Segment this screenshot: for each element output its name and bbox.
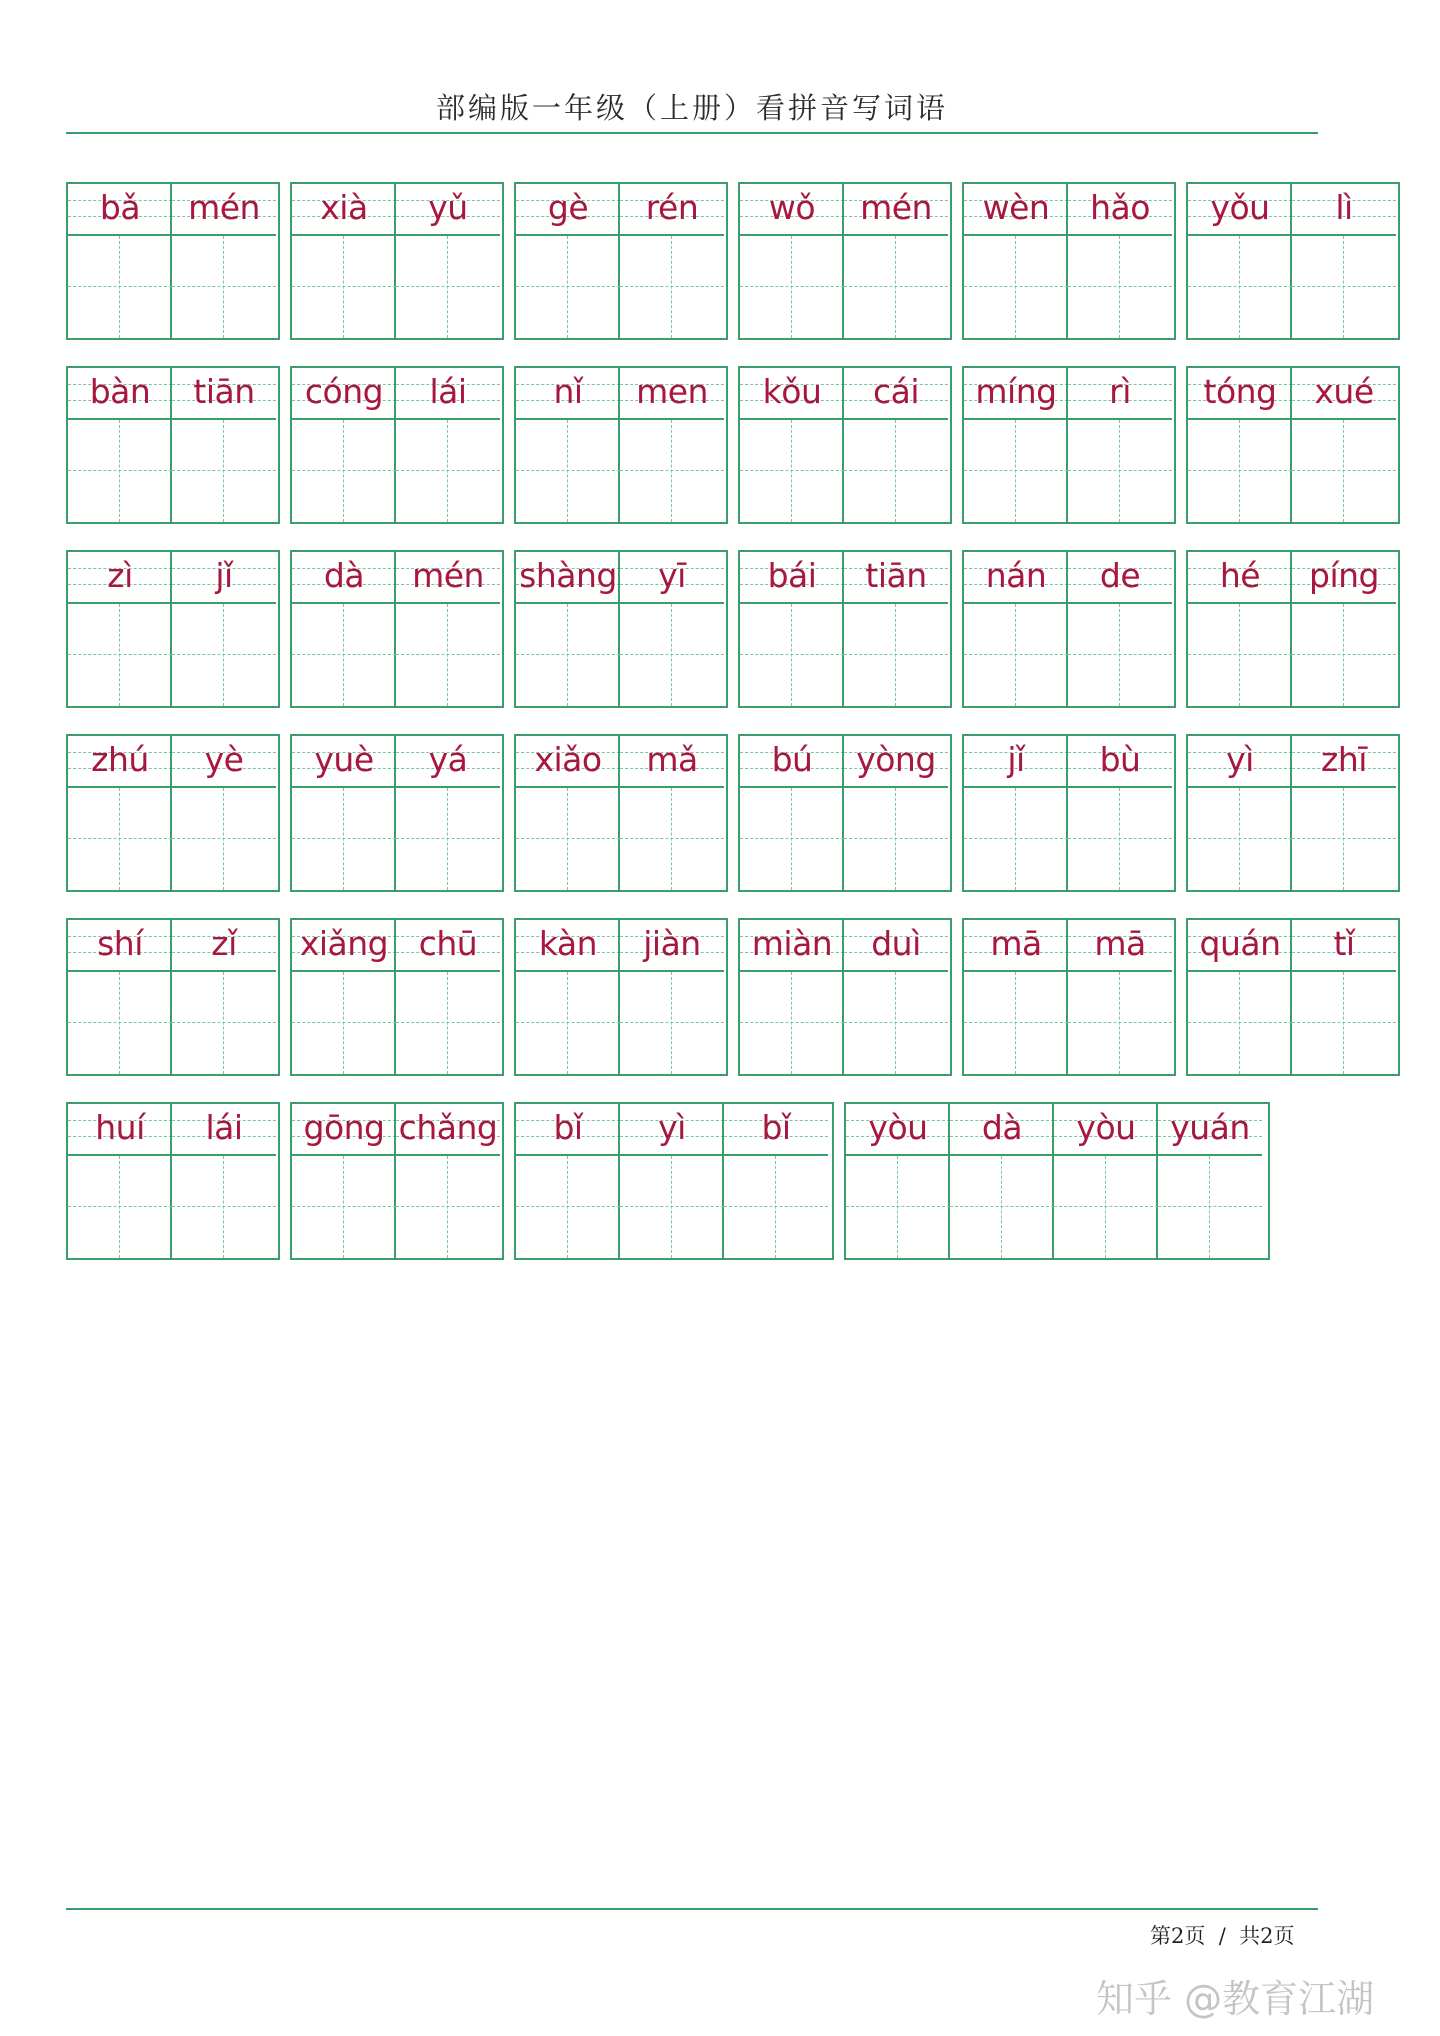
pinyin-label: bǎ: [68, 184, 172, 236]
writing-square[interactable]: [172, 604, 276, 706]
pinyin-label: wèn: [964, 184, 1068, 236]
character-cell: [1188, 368, 1292, 522]
character-cell: [396, 1104, 500, 1258]
pinyin-label: yá: [396, 736, 500, 788]
pinyin-label: chǎng: [396, 1104, 500, 1156]
character-cell: [620, 368, 724, 522]
word-box: [66, 1102, 280, 1260]
page-indicator: 第2页 / 共2页: [1150, 1924, 1295, 1948]
character-cell: [964, 736, 1068, 890]
character-cell: [68, 184, 172, 338]
writing-square[interactable]: [1068, 788, 1172, 890]
pinyin-label: wǒ: [740, 184, 844, 236]
word-box: [962, 182, 1176, 340]
character-cell: [292, 736, 396, 890]
pinyin-label: bǐ: [724, 1104, 828, 1156]
writing-square[interactable]: [740, 236, 844, 338]
character-cell: [516, 736, 620, 890]
pinyin-label: yì: [1188, 736, 1292, 788]
pinyin-label: rén: [620, 184, 724, 236]
watermark: 知乎 @教育江湖: [1096, 1977, 1375, 2021]
word-box: [962, 918, 1176, 1076]
writing-square[interactable]: [292, 420, 396, 522]
pinyin-label: yuè: [292, 736, 396, 788]
character-cell: [620, 736, 724, 890]
pinyin-label: xià: [292, 184, 396, 236]
character-cell: [1188, 920, 1292, 1074]
writing-square[interactable]: [396, 236, 500, 338]
character-cell: [68, 552, 172, 706]
pinyin-label: jǐ: [964, 736, 1068, 788]
pinyin-label: píng: [1292, 552, 1396, 604]
character-cell: [964, 920, 1068, 1074]
pinyin-label: de: [1068, 552, 1172, 604]
writing-square[interactable]: [1292, 604, 1396, 706]
pinyin-label: yǔ: [396, 184, 500, 236]
character-cell: [68, 1104, 172, 1258]
word-box: [290, 366, 504, 524]
character-cell: [740, 920, 844, 1074]
character-cell: [396, 920, 500, 1074]
writing-square[interactable]: [740, 604, 844, 706]
character-cell: [68, 736, 172, 890]
character-cell: [1158, 1104, 1262, 1258]
pinyin-label: hǎo: [1068, 184, 1172, 236]
character-cell: [1068, 552, 1172, 706]
pinyin-label: yuán: [1158, 1104, 1262, 1156]
word-box: [290, 734, 504, 892]
writing-square[interactable]: [396, 788, 500, 890]
character-cell: [844, 736, 948, 890]
character-cell: [172, 368, 276, 522]
word-box: [962, 734, 1176, 892]
character-cell: [620, 920, 724, 1074]
word-box: [66, 918, 280, 1076]
character-cell: [1292, 552, 1396, 706]
character-cell: [620, 552, 724, 706]
writing-square[interactable]: [292, 1156, 396, 1258]
writing-square[interactable]: [620, 604, 724, 706]
word-box: [514, 366, 728, 524]
writing-square[interactable]: [740, 788, 844, 890]
pinyin-label: zì: [68, 552, 172, 604]
pinyin-label: bàn: [68, 368, 172, 420]
pinyin-label: shí: [68, 920, 172, 972]
writing-square[interactable]: [516, 420, 620, 522]
writing-square[interactable]: [172, 972, 276, 1074]
word-box: [514, 1102, 834, 1260]
character-cell: [964, 552, 1068, 706]
word-box: [1186, 918, 1400, 1076]
pinyin-label: bái: [740, 552, 844, 604]
pinyin-label: cóng: [292, 368, 396, 420]
writing-square[interactable]: [396, 604, 500, 706]
writing-square[interactable]: [844, 236, 948, 338]
writing-square[interactable]: [1068, 972, 1172, 1074]
writing-square[interactable]: [964, 788, 1068, 890]
character-cell: [396, 552, 500, 706]
word-box: [738, 366, 952, 524]
writing-square[interactable]: [68, 420, 172, 522]
writing-square[interactable]: [620, 236, 724, 338]
pinyin-label: mā: [964, 920, 1068, 972]
writing-square[interactable]: [1054, 1156, 1158, 1258]
character-cell: [844, 368, 948, 522]
word-box: [514, 918, 728, 1076]
pinyin-label: dà: [950, 1104, 1054, 1156]
writing-square[interactable]: [740, 972, 844, 1074]
character-cell: [516, 552, 620, 706]
writing-square[interactable]: [68, 972, 172, 1074]
pinyin-label: míng: [964, 368, 1068, 420]
character-cell: [292, 920, 396, 1074]
character-cell: [516, 368, 620, 522]
writing-square[interactable]: [1188, 236, 1292, 338]
pinyin-label: yòu: [846, 1104, 950, 1156]
writing-square[interactable]: [1188, 788, 1292, 890]
pinyin-label: yòu: [1054, 1104, 1158, 1156]
pinyin-label: hé: [1188, 552, 1292, 604]
pinyin-label: chū: [396, 920, 500, 972]
pinyin-label: tǐ: [1292, 920, 1396, 972]
writing-square[interactable]: [1188, 972, 1292, 1074]
word-box: [290, 182, 504, 340]
character-cell: [846, 1104, 950, 1258]
pinyin-label: rì: [1068, 368, 1172, 420]
character-cell: [516, 920, 620, 1074]
pinyin-label: lái: [172, 1104, 276, 1156]
character-cell: [516, 184, 620, 338]
writing-square[interactable]: [1188, 420, 1292, 522]
character-cell: [172, 184, 276, 338]
pinyin-label: xué: [1292, 368, 1396, 420]
word-box: [1186, 734, 1400, 892]
writing-square[interactable]: [396, 1156, 500, 1258]
character-cell: [844, 184, 948, 338]
character-cell: [1292, 920, 1396, 1074]
character-cell: [1292, 736, 1396, 890]
writing-square[interactable]: [172, 1156, 276, 1258]
writing-square[interactable]: [516, 236, 620, 338]
writing-square[interactable]: [620, 788, 724, 890]
pinyin-label: tiān: [172, 368, 276, 420]
pinyin-label: bù: [1068, 736, 1172, 788]
pinyin-label: tiān: [844, 552, 948, 604]
character-cell: [724, 1104, 828, 1258]
pinyin-label: huí: [68, 1104, 172, 1156]
writing-square[interactable]: [68, 1156, 172, 1258]
character-cell: [1188, 552, 1292, 706]
character-cell: [172, 920, 276, 1074]
word-box: [1186, 366, 1400, 524]
writing-square[interactable]: [1068, 420, 1172, 522]
pinyin-label: shàng: [516, 552, 620, 604]
character-cell: [1054, 1104, 1158, 1258]
pinyin-label: dà: [292, 552, 396, 604]
word-box: [290, 1102, 504, 1260]
pinyin-label: nǐ: [516, 368, 620, 420]
character-cell: [950, 1104, 1054, 1258]
writing-square[interactable]: [292, 788, 396, 890]
writing-square[interactable]: [620, 972, 724, 1074]
word-box: [1186, 550, 1400, 708]
character-cell: [172, 1104, 276, 1258]
character-cell: [1188, 736, 1292, 890]
character-cell: [1068, 368, 1172, 522]
character-cell: [1068, 736, 1172, 890]
word-box: [738, 182, 952, 340]
character-cell: [1188, 184, 1292, 338]
writing-square[interactable]: [172, 788, 276, 890]
word-box: [514, 550, 728, 708]
writing-square[interactable]: [950, 1156, 1054, 1258]
character-cell: [396, 736, 500, 890]
word-box: [290, 918, 504, 1076]
writing-square[interactable]: [844, 788, 948, 890]
pinyin-label: kàn: [516, 920, 620, 972]
pinyin-label: yòng: [844, 736, 948, 788]
character-cell: [172, 552, 276, 706]
writing-square[interactable]: [1068, 604, 1172, 706]
character-cell: [516, 1104, 620, 1258]
page-title: 部编版一年级（上册）看拼音写词语: [435, 91, 948, 125]
writing-square[interactable]: [68, 236, 172, 338]
writing-square[interactable]: [68, 604, 172, 706]
character-cell: [292, 1104, 396, 1258]
character-cell: [1068, 920, 1172, 1074]
word-box: [1186, 182, 1400, 340]
pinyin-label: lái: [396, 368, 500, 420]
writing-square[interactable]: [292, 236, 396, 338]
pinyin-label: mén: [172, 184, 276, 236]
pinyin-label: mǎ: [620, 736, 724, 788]
writing-square[interactable]: [846, 1156, 950, 1258]
character-cell: [620, 1104, 724, 1258]
pinyin-label: cái: [844, 368, 948, 420]
pinyin-label: yǒu: [1188, 184, 1292, 236]
character-cell: [740, 184, 844, 338]
writing-square[interactable]: [396, 972, 500, 1074]
word-box: [514, 182, 728, 340]
pinyin-label: quán: [1188, 920, 1292, 972]
writing-square[interactable]: [844, 420, 948, 522]
character-cell: [740, 552, 844, 706]
pinyin-label: yè: [172, 736, 276, 788]
pinyin-label: gōng: [292, 1104, 396, 1156]
pinyin-label: yì: [620, 1104, 724, 1156]
character-cell: [292, 368, 396, 522]
pinyin-label: zhú: [68, 736, 172, 788]
word-box: [962, 550, 1176, 708]
pinyin-label: kǒu: [740, 368, 844, 420]
word-box: [738, 550, 952, 708]
footer-rule: [66, 1908, 1318, 1910]
character-cell: [740, 368, 844, 522]
word-box: [738, 918, 952, 1076]
writing-square[interactable]: [1292, 236, 1396, 338]
character-cell: [844, 552, 948, 706]
word-box: [738, 734, 952, 892]
character-cell: [1292, 184, 1396, 338]
writing-square[interactable]: [740, 420, 844, 522]
pinyin-label: tóng: [1188, 368, 1292, 420]
writing-square[interactable]: [516, 1156, 620, 1258]
writing-square[interactable]: [172, 236, 276, 338]
pinyin-label: bǐ: [516, 1104, 620, 1156]
word-box: [66, 182, 280, 340]
pinyin-label: zhī: [1292, 736, 1396, 788]
pinyin-label: bú: [740, 736, 844, 788]
pinyin-label: gè: [516, 184, 620, 236]
character-cell: [1292, 368, 1396, 522]
writing-square[interactable]: [516, 972, 620, 1074]
writing-square[interactable]: [964, 420, 1068, 522]
writing-square[interactable]: [724, 1156, 828, 1258]
writing-square[interactable]: [964, 236, 1068, 338]
word-box: [66, 734, 280, 892]
character-cell: [396, 184, 500, 338]
writing-square[interactable]: [844, 604, 948, 706]
writing-square[interactable]: [964, 972, 1068, 1074]
pinyin-label: yī: [620, 552, 724, 604]
writing-square[interactable]: [620, 420, 724, 522]
pinyin-label: nán: [964, 552, 1068, 604]
writing-square[interactable]: [292, 972, 396, 1074]
writing-square[interactable]: [1292, 972, 1396, 1074]
writing-square[interactable]: [620, 1156, 724, 1258]
character-cell: [740, 736, 844, 890]
character-cell: [68, 920, 172, 1074]
word-box: [66, 366, 280, 524]
writing-square[interactable]: [516, 788, 620, 890]
pinyin-label: lì: [1292, 184, 1396, 236]
word-box: [290, 550, 504, 708]
word-box: [514, 734, 728, 892]
word-box: [844, 1102, 1270, 1260]
writing-square[interactable]: [1292, 420, 1396, 522]
writing-square[interactable]: [1188, 604, 1292, 706]
writing-square[interactable]: [1158, 1156, 1262, 1258]
pinyin-label: mā: [1068, 920, 1172, 972]
character-cell: [292, 184, 396, 338]
word-box: [66, 550, 280, 708]
character-cell: [964, 368, 1068, 522]
character-cell: [68, 368, 172, 522]
character-cell: [844, 920, 948, 1074]
writing-square[interactable]: [844, 972, 948, 1074]
pinyin-label: zǐ: [172, 920, 276, 972]
writing-square[interactable]: [516, 604, 620, 706]
character-cell: [172, 736, 276, 890]
writing-square[interactable]: [964, 604, 1068, 706]
writing-square[interactable]: [68, 788, 172, 890]
writing-square[interactable]: [292, 604, 396, 706]
pinyin-label: mén: [844, 184, 948, 236]
writing-square[interactable]: [396, 420, 500, 522]
writing-square[interactable]: [172, 420, 276, 522]
pinyin-label: duì: [844, 920, 948, 972]
writing-square[interactable]: [1292, 788, 1396, 890]
pinyin-label: jiàn: [620, 920, 724, 972]
pinyin-label: men: [620, 368, 724, 420]
character-cell: [1068, 184, 1172, 338]
character-cell: [396, 368, 500, 522]
writing-square[interactable]: [1068, 236, 1172, 338]
pinyin-label: xiǎo: [516, 736, 620, 788]
character-cell: [620, 184, 724, 338]
pinyin-label: xiǎng: [292, 920, 396, 972]
pinyin-label: mén: [396, 552, 500, 604]
character-cell: [964, 184, 1068, 338]
word-box: [962, 366, 1176, 524]
pinyin-label: jǐ: [172, 552, 276, 604]
character-cell: [292, 552, 396, 706]
pinyin-label: miàn: [740, 920, 844, 972]
